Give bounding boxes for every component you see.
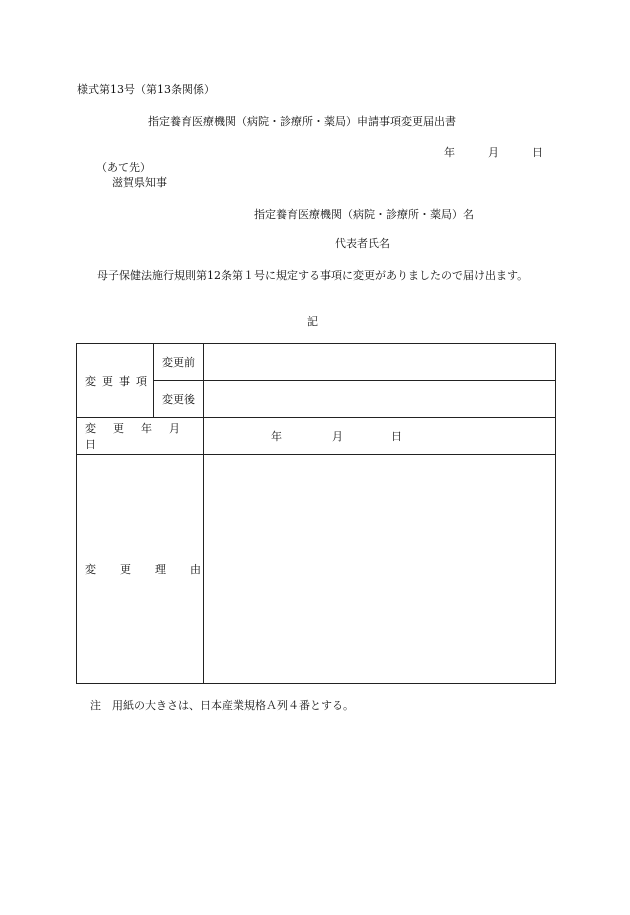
paper-size-note: 注 用紙の大きさは、日本産業規格Ａ列４番とする。 bbox=[90, 699, 354, 712]
date-month-label: 月 bbox=[488, 146, 499, 159]
representative-name-label: 代表者氏名 bbox=[335, 237, 390, 250]
change-date-char: 変 bbox=[85, 422, 96, 435]
change-before-row bbox=[77, 344, 556, 381]
statement-text: 母子保健法施行規則第12条第１号に規定する事項に変更がありましたので届け出ます。 bbox=[97, 269, 529, 282]
change-date-char: 月 bbox=[169, 422, 180, 435]
change-form-table bbox=[76, 343, 556, 684]
change-date-row bbox=[77, 418, 556, 455]
addressee-name: 滋賀県知事 bbox=[112, 176, 167, 189]
change-reason-field[interactable] bbox=[204, 455, 556, 684]
change-reason-char: 更 bbox=[120, 563, 131, 576]
change-date-char: 年 bbox=[141, 422, 152, 435]
change-date-char: 更 bbox=[113, 422, 124, 435]
change-before-field[interactable] bbox=[204, 344, 556, 381]
date-day-label: 日 bbox=[532, 146, 543, 159]
change-date-char: 日 bbox=[85, 438, 96, 451]
change-reason-label bbox=[77, 455, 204, 684]
ki-heading: 記 bbox=[307, 315, 318, 328]
change-after-label: 変更後 bbox=[154, 381, 204, 418]
change-before-label: 変更前 bbox=[154, 344, 204, 381]
change-date-year: 年 bbox=[271, 430, 282, 443]
form-number: 様式第13号（第13条関係） bbox=[77, 83, 215, 96]
change-date-month: 月 bbox=[332, 430, 343, 443]
change-item-label: 変更事項 bbox=[77, 344, 154, 418]
addressee-label: （あて先） bbox=[96, 161, 151, 174]
change-reason-char: 理 bbox=[155, 563, 166, 576]
change-reason-char: 由 bbox=[190, 563, 201, 576]
change-reason-char: 変 bbox=[85, 563, 96, 576]
submission-date bbox=[444, 147, 543, 158]
date-year-label: 年 bbox=[444, 146, 455, 159]
document-title: 指定養育医療機関（病院・診療所・薬局）申請事項変更届出書 bbox=[148, 115, 456, 128]
change-date-day: 日 bbox=[391, 430, 402, 443]
change-date-field[interactable] bbox=[204, 418, 556, 455]
change-after-field[interactable] bbox=[204, 381, 556, 418]
change-date-label bbox=[77, 418, 204, 455]
change-reason-row bbox=[77, 455, 556, 684]
institution-name-label: 指定養育医療機関（病院・診療所・薬局）名 bbox=[254, 208, 474, 221]
